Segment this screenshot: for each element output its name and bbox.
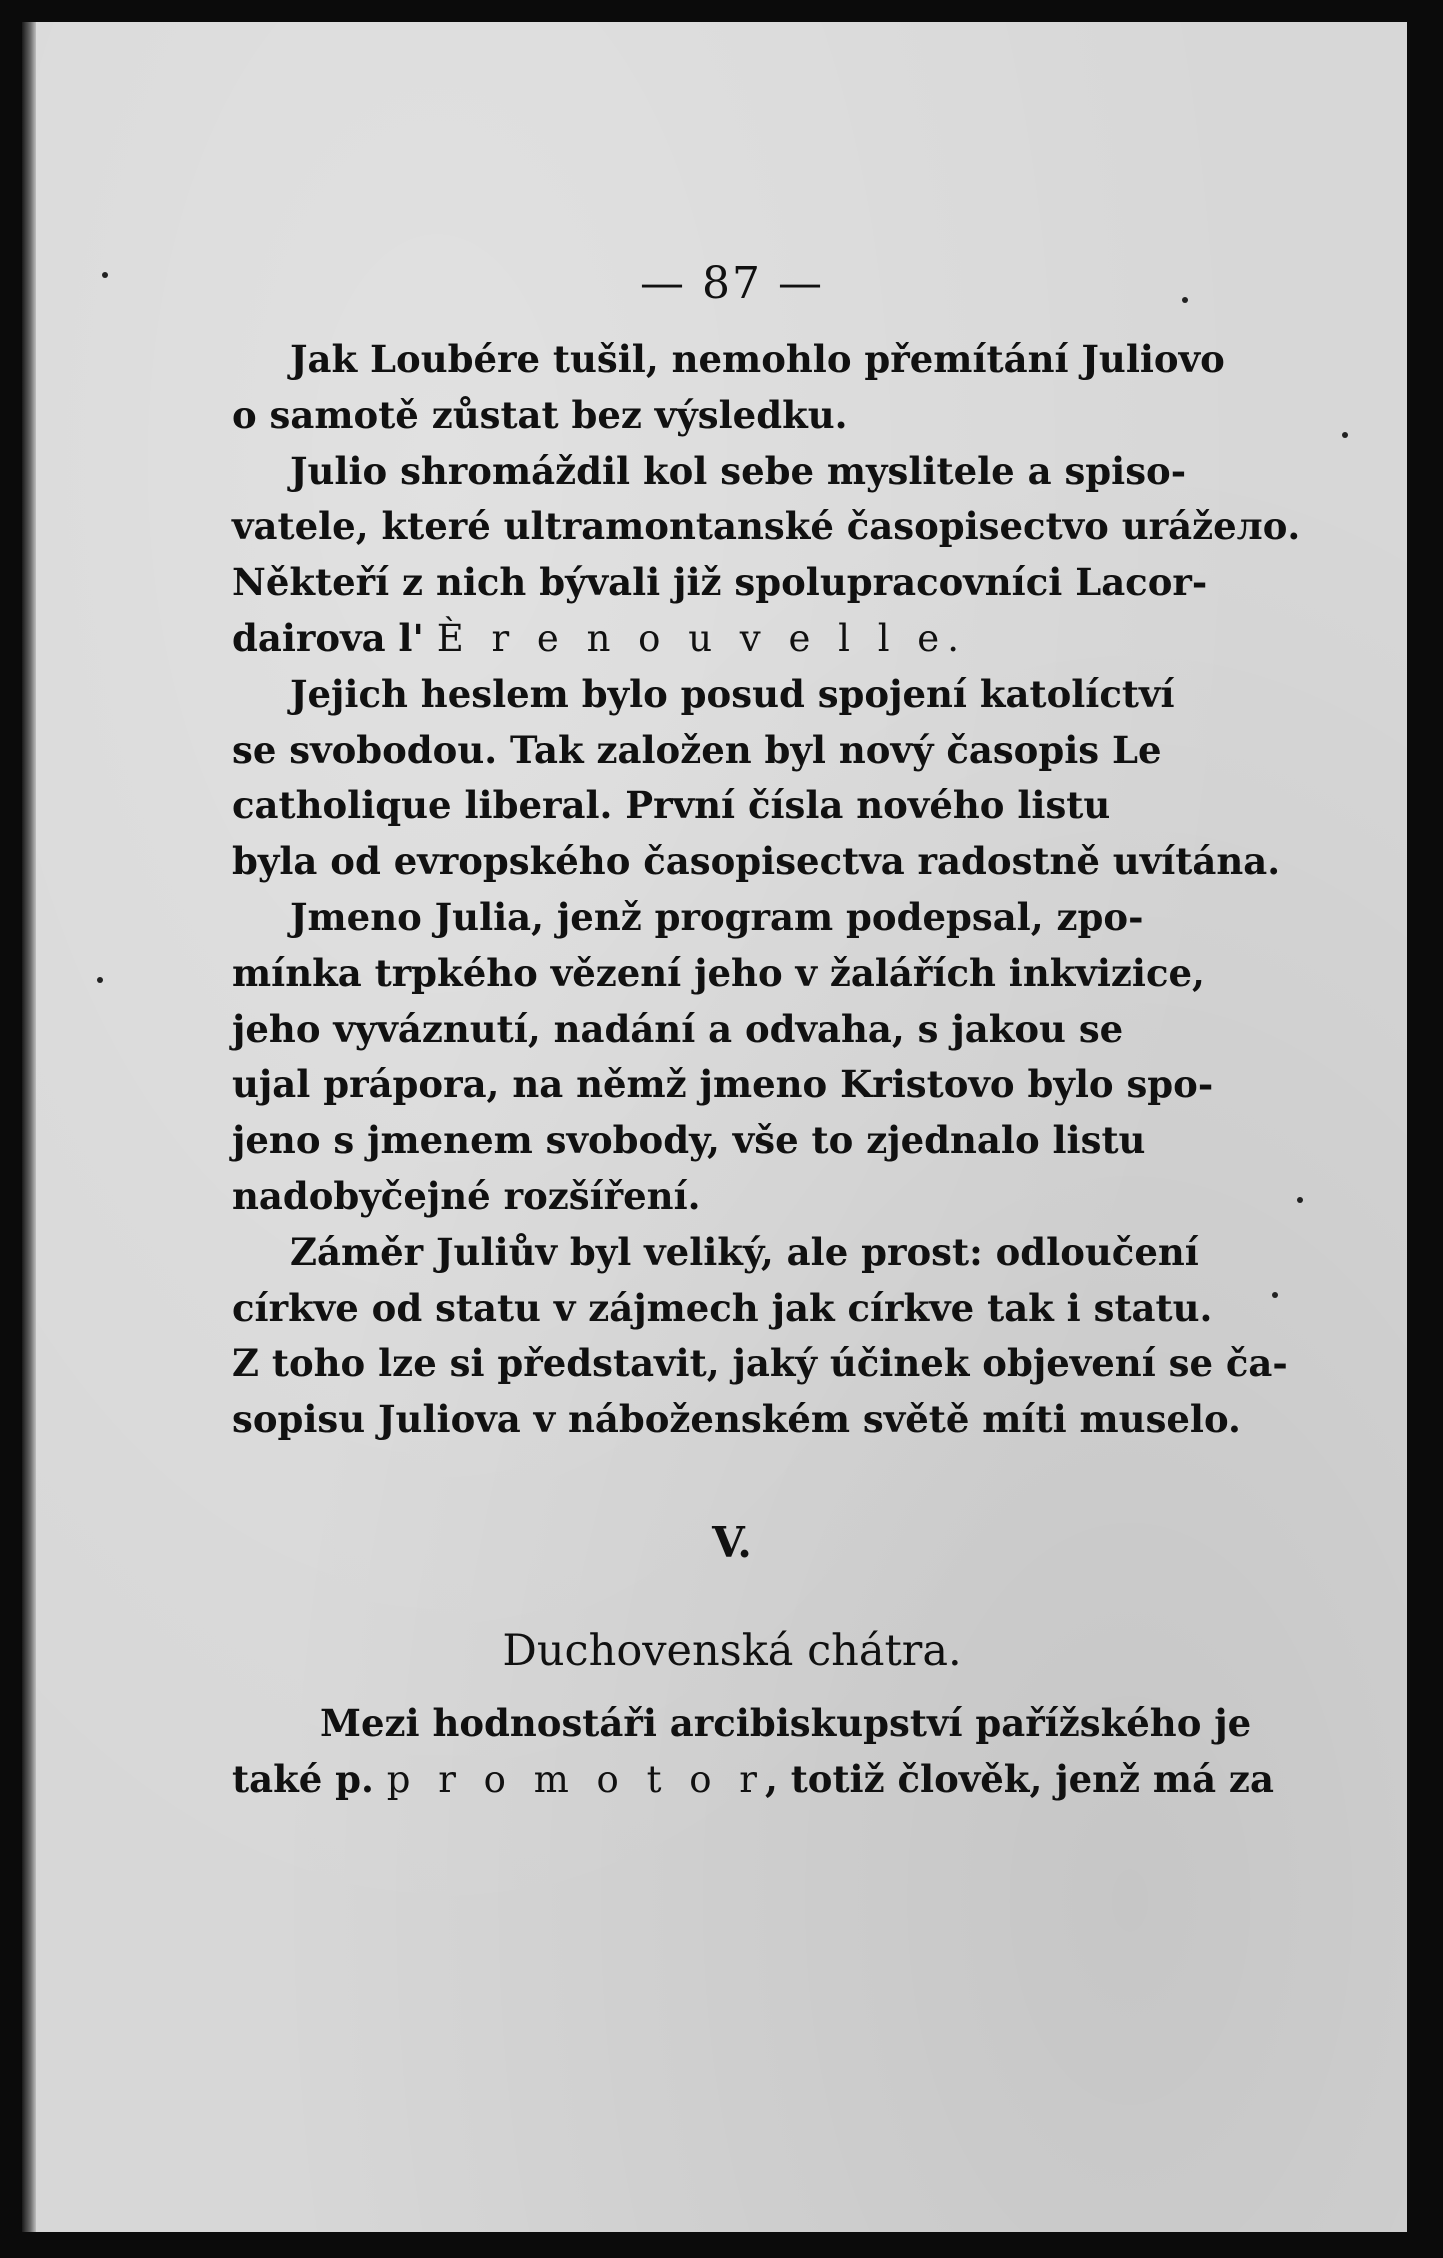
paragraph-2 xyxy=(232,444,1301,667)
text-line: Jak Loubére tušil, nemohlo přemítání Juliovo xyxy=(290,337,1225,381)
paragraph-final xyxy=(232,1696,1274,1808)
chapter-number: V. xyxy=(712,1517,752,1567)
text-line: ujal prápora, na němž jmeno Kristovo bylo spo- xyxy=(232,1062,1214,1107)
paragraph-3 xyxy=(232,667,1281,890)
text-line: mínka trpkého vězení jeho v žalářích inkvizice, xyxy=(232,950,1205,995)
text-line: se svobodou. Tak založen byl nový časopis Le xyxy=(232,727,1162,772)
scan-speck xyxy=(97,977,103,983)
text-line: církve od statu v zájmech jak církve tak i statu. xyxy=(232,1285,1213,1330)
text-line: sopisu Juliova v náboženském světě míti muselo. xyxy=(232,1397,1241,1442)
book-page xyxy=(22,22,1407,2232)
text-fragment: také p. xyxy=(232,1756,387,1801)
text-line: nadobyčejné rozšíření. xyxy=(232,1173,701,1218)
text-line: Záměr Juliův byl veliký, ale prost: odloučení xyxy=(290,1229,1199,1274)
text-line: Mezi hodnostáři arcibiskupství pařížského je xyxy=(320,1700,1252,1745)
paragraph-5 xyxy=(232,1225,1288,1448)
text-line: jeno s jmenem svobody, vše to zjednalo listu xyxy=(232,1118,1146,1163)
text-fragment: , totiž člověk, jenž má za xyxy=(764,1756,1274,1801)
scan-speck xyxy=(1342,432,1348,438)
text-line: jeho vyváznutí, nadání a odvaha, s jakou se xyxy=(232,1006,1124,1051)
text-line: Z toho lze si představit, jaký účinek objevení se ča- xyxy=(232,1341,1288,1386)
scan-speck xyxy=(1297,1197,1303,1203)
paragraph-4 xyxy=(232,890,1214,1225)
emphasis-spaced: È r e n o u v e l l e. xyxy=(436,616,967,660)
text-line: Někteří z nich bývali již spolupracovníci Lacor- xyxy=(232,560,1208,605)
text-line: Jmeno Julia, jenž program podepsal, zpo- xyxy=(290,894,1144,939)
text-line: o samotě zůstat bez výsledku. xyxy=(232,392,848,437)
text-line: catholique liberal. První čísla nového listu xyxy=(232,783,1111,828)
text-line: Jejich heslem bylo posud spojení katolíctví xyxy=(290,671,1175,716)
text-line xyxy=(232,611,1202,667)
page-binding-edge xyxy=(22,22,36,2232)
paragraph-1 xyxy=(232,332,1225,444)
scan-speck xyxy=(1272,1292,1278,1298)
text-line: vatele, které ultramontanské časopisectvo urážело. xyxy=(232,504,1301,549)
scan-speck xyxy=(1182,297,1188,303)
text-fragment: dairova l' xyxy=(232,615,437,660)
text-line xyxy=(232,1752,1274,1808)
text-line: byla od evropského časopisectva radostně uvítána. xyxy=(232,839,1281,884)
emphasis-spaced: p r o m o t o r xyxy=(386,1757,765,1801)
chapter-title: Duchovenská chátra. xyxy=(502,1625,962,1676)
page-number: — 87 — xyxy=(640,258,824,309)
text-line: Julio shromáždil kol sebe myslitele a spiso- xyxy=(290,448,1187,493)
scan-speck xyxy=(102,272,108,278)
page-text xyxy=(232,258,1301,1808)
